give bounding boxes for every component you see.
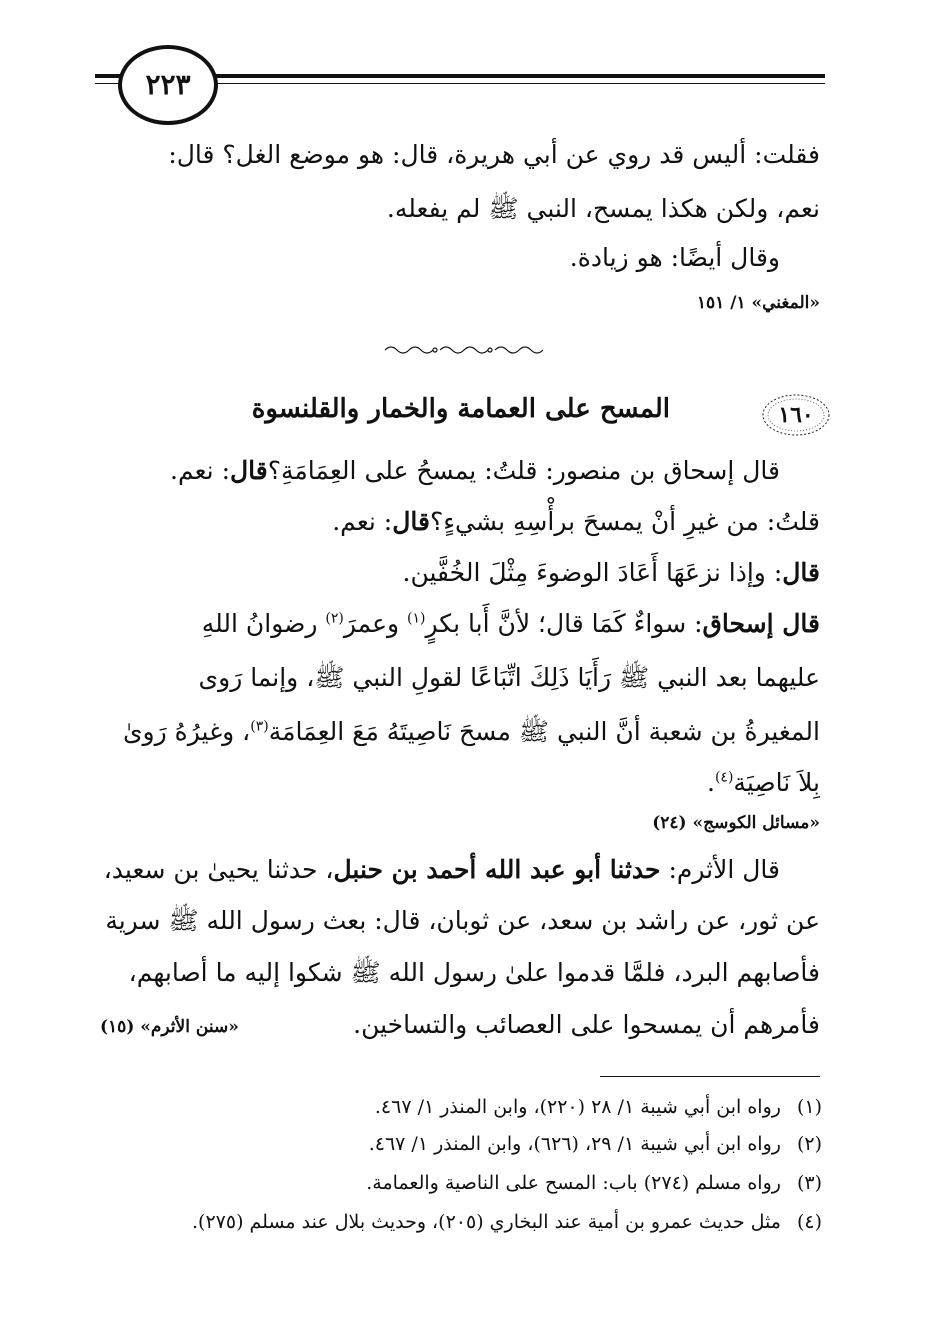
section1-line-1: قال إسحاق بن منصور: قلتُ: يمسحُ على العِمَامَةِ؟قال: نعم. — [170, 456, 780, 485]
top-passage-line-1: فقلت: أليس قد روي عن أبي هريرة، قال: هو موضع الغل؟ قال: — [168, 140, 820, 169]
top-passage-line-2: نعم، ولكن هكذا يمسح، النبي ﷺ لم يفعله. — [386, 194, 820, 223]
footnote-4: (٤)مثل حديث عمرو بن أمية عند البخاري (٢٠٥)، وحديث بلال عند مسلم (٢٧٥). — [191, 1211, 822, 1233]
citation-kawsaj: «مسائل الكوسج» (٢٤) — [652, 813, 820, 833]
citation-mughni: «المغني» ١/ ١٥١ — [696, 293, 820, 313]
chapter-title: المسح على العمامة والخمار والقلنسوة — [251, 394, 670, 424]
section2-line-4: فأمرهم أن يمسحوا على العصائب والتساخين. — [353, 1010, 820, 1039]
section1-line-3: قال: وإذا نزعَهَا أَعَادَ الوضوءَ مِثْلَ الخُفَّين. — [402, 558, 820, 587]
footnote-3: (٣)رواه مسلم (٢٧٤) باب: المسح على الناصية والعمامة. — [366, 1172, 822, 1194]
section2-line-1: قال الأثرم: حدثنا أبو عبد الله أحمد بن حنبل، حدثنا يحيىٰ بن سعيد، — [103, 855, 780, 884]
top-passage-line-3: وقال أيضًا: هو زيادة. — [569, 243, 780, 272]
section1-line-7: بِلاَ نَاصِيَة$^{(٤)}$. — [707, 768, 820, 797]
section2-line-3: فأصابهم البرد، فلمَّا قدموا علىٰ رسول الله ﷺ شكوا إليه ما أصابهم، — [128, 958, 820, 987]
footnote-1: (١)رواه ابن أبي شيبة ١/ ٢٨ (٢٢٠)، وابن المنذر ١/ ٤٦٧. — [374, 1096, 822, 1118]
page-number: ٢٢٣ — [118, 45, 218, 125]
citation-athram: «سنن الأثرم» (١٥) — [100, 1017, 239, 1037]
section1-line-5: عليهما بعد النبي ﷺ رَأَيَا ذَلِكَ اتِّبَاعًا لقولِ النبي ﷺ، وإنما رَوى — [198, 663, 820, 692]
ornamental-divider — [380, 341, 545, 359]
footnote-rule — [600, 1076, 820, 1077]
chapter-number: ١٦٠ — [778, 402, 814, 428]
footnote-2: (٢)رواه ابن أبي شيبة ١/ ٢٩، (٦٢٦)، وابن المنذر ١/ ٤٦٧. — [368, 1133, 822, 1155]
section2-line-2: عن ثور، عن راشد بن سعد، عن ثوبان، قال: بعث رسول الله ﷺ سرية — [105, 906, 820, 935]
section1-line-6: المغيرةُ بن شعبة أنَّ النبي ﷺ مسحَ نَاصِيتَهُ مَعَ العِمَامَة$^{(٣)}$، وغيرُهُ رَوىٰ — [122, 717, 820, 746]
section1-line-4: قال إسحاق: سواءٌ كَمَا قال؛ لأنَّ أَبا بكرٍ$^{(١)}$ وعمرَ$^{(٢)}$ رضوانُ اللهِ — [201, 609, 820, 638]
section1-line-2: قلتُ: من غيرِ أنْ يمسحَ برأْسِهِ بشيءٍ؟قال: نعم. — [332, 507, 820, 536]
